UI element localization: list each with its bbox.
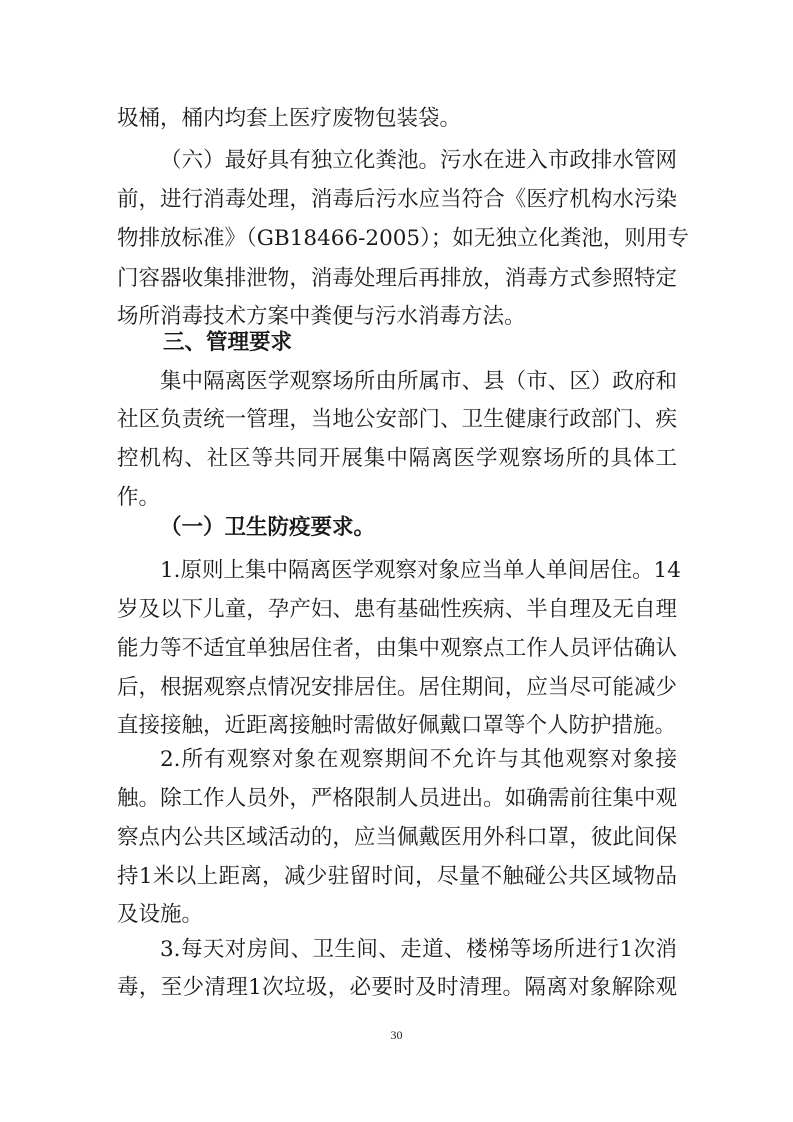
body-text-line: 2.所有观察对象在观察期间不允许与其他观察对象接 [160, 747, 677, 772]
body-text-line: 集中隔离医学观察场所由所属市、县（市、区）政府和 [160, 369, 677, 394]
body-text-line: 及设施。 [117, 902, 204, 927]
body-text-line: 触。除工作人员外，严格限制人员进出。如确需前往集中观 [117, 786, 677, 811]
body-text-line: 察点内公共区域活动的，应当佩戴医用外科口罩，彼此间保 [117, 825, 677, 850]
body-text-line: 能力等不适宜单独居住者，由集中观察点工作人员评估确认 [117, 636, 677, 661]
section-heading: 三、管理要求 [163, 330, 293, 355]
body-text-line: 场所消毒技术方案中粪便与污水消毒方法。 [117, 304, 526, 329]
body-text-line: 控机构、社区等共同开展集中隔离医学观察场所的具体工 [117, 446, 677, 471]
body-text-line: 门容器收集排泄物，消毒处理后再排放，消毒方式参照特定 [117, 266, 677, 291]
body-text-line: （六）最好具有独立化粪池。污水在进入市政排水管网 [160, 148, 677, 173]
body-text-line: 圾桶，桶内均套上医疗废物包装袋。 [117, 106, 462, 131]
body-text-line: 作。 [117, 485, 161, 510]
page-number: 30 [390, 1028, 403, 1042]
body-text-line: 1.原则上集中隔离医学观察对象应当单人单间居住。14 [160, 558, 681, 583]
body-text-line: 物排放标准》（GB18466-2005）；如无独立化粪池，则用专 [117, 226, 689, 251]
body-text-line: 毒，至少清理1次垃圾，必要时及时清理。隔离对象解除观 [117, 975, 677, 1000]
body-text-line: 社区负责统一管理，当地公安部门、卫生健康行政部门、疾 [117, 407, 677, 432]
body-text-line: 岁及以下儿童，孕产妇、患有基础性疾病、半自理及无自理 [117, 597, 677, 622]
body-text-line: 持1米以上距离，减少驻留时间，尽量不触碰公共区域物品 [117, 864, 677, 889]
body-text-line: 后，根据观察点情况安排居住。居住期间，应当尽可能减少 [117, 675, 677, 700]
subsection-heading: （一）卫生防疫要求。 [160, 515, 376, 540]
body-text-line: 直接接触，近距离接触时需做好佩戴口罩等个人防护措施。 [117, 713, 677, 738]
body-text-line: 3.每天对房间、卫生间、走道、楼梯等场所进行1次消 [160, 937, 677, 962]
body-text-line: 前，进行消毒处理，消毒后污水应当符合《医疗机构水污染 [117, 187, 677, 212]
